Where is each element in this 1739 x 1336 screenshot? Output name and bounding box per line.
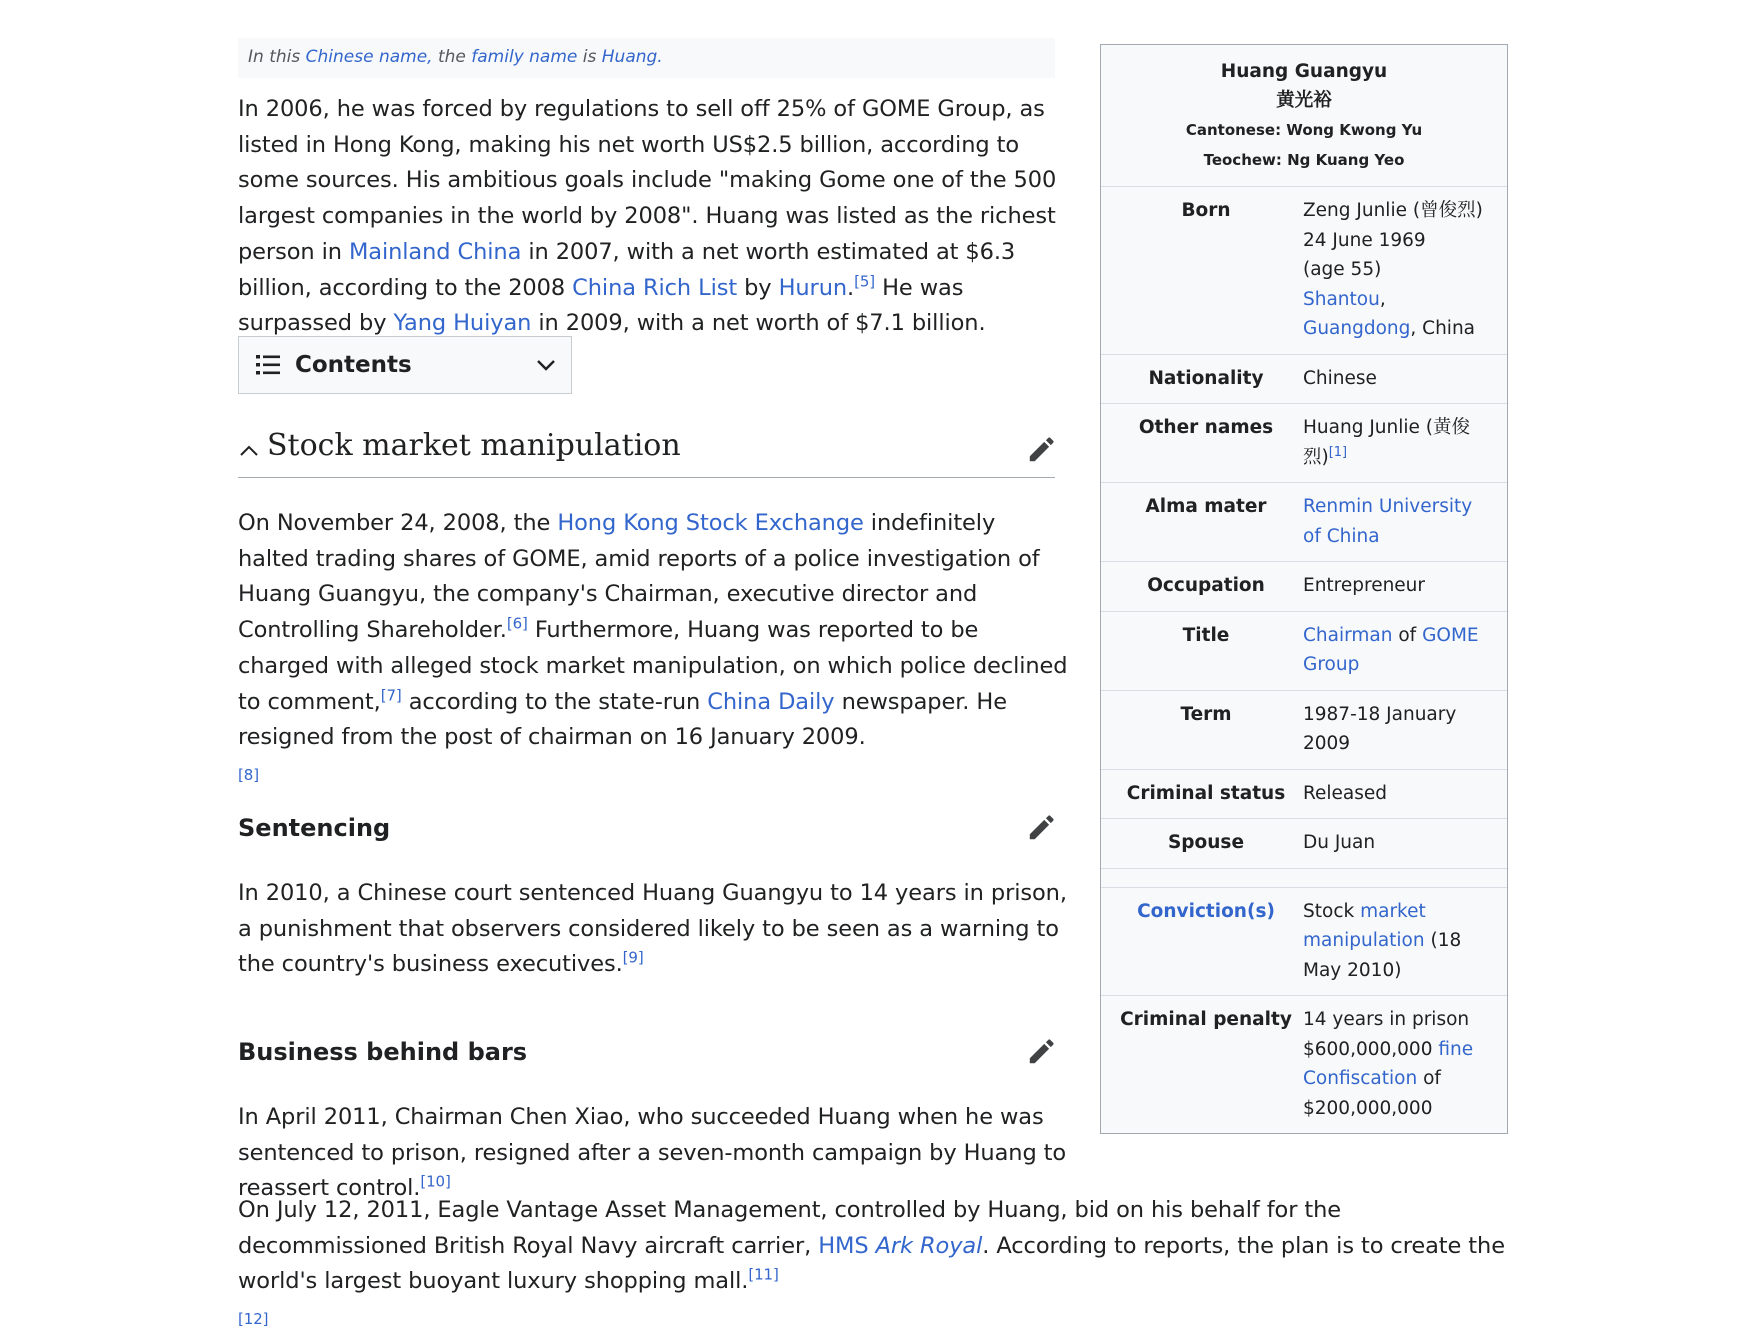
infobox-value: Du Juan xyxy=(1303,832,1376,853)
infobox-row-born xyxy=(1101,187,1507,355)
hong-kong-stock-exchange-link[interactable]: Hong Kong Stock Exchange xyxy=(557,510,864,536)
infobox-label: Other names xyxy=(1138,417,1274,438)
pencil-icon[interactable] xyxy=(1027,1038,1055,1066)
citation-11[interactable]: [11] xyxy=(748,1265,779,1284)
chairman-link[interactable]: Chairman xyxy=(1303,624,1393,646)
section-heading-sentencing xyxy=(238,814,1055,854)
penalty-of: of xyxy=(1417,1068,1441,1089)
infobox-value: Entrepreneur xyxy=(1303,575,1426,596)
infobox-divider xyxy=(1101,869,1507,888)
conviction-date: (18 May 2010) xyxy=(1303,930,1462,981)
pencil-icon[interactable] xyxy=(1027,436,1055,464)
paragraph-text: On July 12, 2011, Eagle Vantage Asset Management, controlled by Huang, bid on his behalf for the decommissioned British Royal Navy aircraft carrier, xyxy=(238,1197,1342,1259)
paragraph-text: according to the state-run xyxy=(401,688,708,715)
chevron-down-icon xyxy=(535,354,557,376)
infobox-name: Huang Guangyu xyxy=(1220,61,1388,82)
contents-toggle[interactable] xyxy=(238,336,572,394)
yang-huiyan-link[interactable]: Yang Huiyan xyxy=(393,310,532,337)
contents-label: Contents xyxy=(295,352,412,378)
infobox-row-convictions xyxy=(1101,888,1507,997)
convictions-link[interactable]: Conviction(s) xyxy=(1137,900,1275,922)
hatnote-text: In this xyxy=(248,47,306,67)
infobox-value: 1987-18 January 2009 xyxy=(1303,703,1457,754)
renmin-university-link[interactable]: Renmin University of China xyxy=(1303,496,1473,547)
paragraph-text: In 2006, he was forced by regulations to sell off 25% of GOME Group, as listed in Hong Kong, making his net worth US$2.5 billion, according to some sources. His ambitious goals include "making Gome one of the 500 largest companies in the world by 2008". Huang was listed as the richest person in xyxy=(238,96,1057,265)
section-title: Sentencing xyxy=(238,814,391,842)
infobox-row-alma-mater xyxy=(1101,483,1507,562)
infobox-row-criminal-penalty xyxy=(1101,996,1507,1133)
hatnote-text: the xyxy=(432,47,472,67)
infobox-row-spouse xyxy=(1101,819,1507,869)
shantou-link[interactable]: Shantou xyxy=(1303,288,1380,310)
born-country: , China xyxy=(1410,318,1476,339)
section-heading-stock xyxy=(238,428,1055,478)
paragraph-text: in 2009, with a net worth of $7.1 billion. xyxy=(531,310,986,337)
other-names-text: Huang Junlie (黄俊烈) xyxy=(1303,417,1470,468)
born-age: (age 55) xyxy=(1303,259,1382,280)
citation-1[interactable]: [1] xyxy=(1328,444,1348,460)
family-name-link[interactable]: family name xyxy=(471,47,578,67)
infobox-cantonese: Cantonese: Wong Kwong Yu xyxy=(1185,121,1423,139)
infobox-row-other-names xyxy=(1101,404,1507,483)
china-rich-list-link[interactable]: China Rich List xyxy=(572,274,738,301)
citation-10[interactable]: [10] xyxy=(420,1172,451,1191)
paragraph-text: In 2010, a Chinese court sentenced Huang Guangyu to 14 years in prison, a punishment that observers considered likely to be seen as a warning to the country's business executives. xyxy=(238,880,1067,978)
infobox-label: Term xyxy=(1180,703,1232,725)
huang-link[interactable]: Huang. xyxy=(601,47,663,67)
paragraph-text: by xyxy=(737,274,779,301)
guangdong-link[interactable]: Guangdong xyxy=(1303,318,1411,339)
infobox-label: Criminal penalty xyxy=(1120,1009,1292,1030)
fine-link[interactable]: fine xyxy=(1438,1038,1474,1060)
penalty-confiscation-amount: $200,000,000 xyxy=(1303,1097,1433,1119)
title-of: of xyxy=(1392,624,1423,646)
hatnote-text: is xyxy=(577,47,602,67)
list-icon xyxy=(255,352,281,378)
paragraph-text: . According to reports, the plan is to create the world's largest buoyant luxury shopping mall. xyxy=(238,1232,1505,1295)
section-title: Stock market manipulation xyxy=(267,428,681,463)
citation-12[interactable]: [12] xyxy=(238,1310,269,1329)
mainland-china-link[interactable]: Mainland China xyxy=(348,238,522,265)
infobox-label: Born xyxy=(1181,200,1231,221)
infobox-value xyxy=(1303,897,1507,986)
born-comma: , xyxy=(1379,288,1386,310)
paragraph-business-1 xyxy=(238,1100,1068,1207)
paragraph-text: On November 24, 2008, the xyxy=(238,510,558,536)
infobox-row-title xyxy=(1101,612,1507,691)
citation-6[interactable]: [6] xyxy=(506,614,528,633)
born-date: 24 June 1969 xyxy=(1303,229,1426,251)
hms-ark-royal-link[interactable] xyxy=(818,1233,982,1259)
infobox-value xyxy=(1303,492,1507,551)
citation-8[interactable]: [8] xyxy=(238,765,259,784)
paragraph-text: He was surpassed by xyxy=(238,274,964,337)
infobox-header xyxy=(1101,45,1507,187)
chinese-name-link[interactable]: Chinese name, xyxy=(305,47,433,67)
infobox-row-term xyxy=(1101,691,1507,770)
paragraph-text: in 2007, with a net worth estimated at $6.3 billion, according to the 2008 xyxy=(238,238,1016,301)
penalty-prison: 14 years in prison xyxy=(1303,1009,1470,1030)
paragraph-net-worth xyxy=(238,92,1068,342)
pencil-icon[interactable] xyxy=(1027,814,1055,842)
hurun-link[interactable]: Hurun xyxy=(778,274,848,301)
gome-group-link[interactable]: GOME Group xyxy=(1303,624,1479,675)
born-name: Zeng Junlie (曾俊烈) xyxy=(1303,200,1483,221)
infobox-label: Title xyxy=(1182,624,1230,646)
paragraph-stock xyxy=(238,506,1068,792)
infobox-label: Criminal status xyxy=(1126,782,1286,804)
section-title: Business behind bars xyxy=(238,1038,528,1066)
infobox-row-occupation xyxy=(1101,562,1507,612)
paragraph-business-2 xyxy=(238,1193,1508,1336)
link-text-italic: Ark Royal xyxy=(875,1232,983,1259)
citation-7[interactable]: [7] xyxy=(380,686,402,705)
penalty-amount: $600,000,000 xyxy=(1303,1038,1439,1060)
paragraph-sentencing xyxy=(238,876,1068,983)
paragraph-text: Furthermore, Huang was reported to be charged with alleged stock market manipulation, on which police declined to comment, xyxy=(238,617,1068,715)
infobox-value: Chinese xyxy=(1303,367,1377,389)
infobox-label: Alma mater xyxy=(1145,496,1267,517)
link-text: HMS xyxy=(818,1232,876,1259)
conviction-text: Stock xyxy=(1303,900,1361,922)
paragraph-text: newspaper. He resigned from the post of chairman on 16 January 2009. xyxy=(238,688,1007,751)
paragraph-text: . xyxy=(847,274,855,301)
infobox-row-nationality xyxy=(1101,355,1507,405)
paragraph-text: indefinitely halted trading shares of GOME, amid reports of a police investigation of Huang Guangyu, the company's Chairman, executive director and Controlling Shareholder. xyxy=(238,510,1040,644)
infobox-row-criminal-status xyxy=(1101,770,1507,820)
chevron-up-icon[interactable] xyxy=(238,440,260,462)
section-heading-business xyxy=(238,1038,1055,1078)
infobox-value xyxy=(1303,413,1507,472)
infobox-label: Spouse xyxy=(1167,832,1244,853)
confiscation-link[interactable]: Confiscation xyxy=(1303,1068,1418,1089)
infobox-native-name: 黄光裕 xyxy=(1276,90,1332,111)
infobox xyxy=(1100,44,1508,1134)
infobox-teochew: Teochew: Ng Kuang Yeo xyxy=(1203,151,1405,169)
infobox-value: Released xyxy=(1303,782,1388,804)
infobox-value xyxy=(1303,1005,1507,1123)
hatnote xyxy=(238,38,1055,78)
infobox-value xyxy=(1303,621,1507,680)
infobox-value xyxy=(1303,196,1507,344)
market-manipulation-link[interactable]: market manipulation xyxy=(1303,900,1426,951)
citation-9[interactable]: [9] xyxy=(622,948,644,967)
citation-5[interactable]: [5] xyxy=(854,272,876,291)
infobox-label: Nationality xyxy=(1148,367,1264,389)
paragraph-text: In April 2011, Chairman Chen Xiao, who succeeded Huang when he was sentenced to prison, resigned after a seven-month campaign by Huang to reassert control. xyxy=(238,1104,1067,1202)
infobox-label: Occupation xyxy=(1147,575,1265,596)
china-daily-link[interactable]: China Daily xyxy=(707,688,835,715)
